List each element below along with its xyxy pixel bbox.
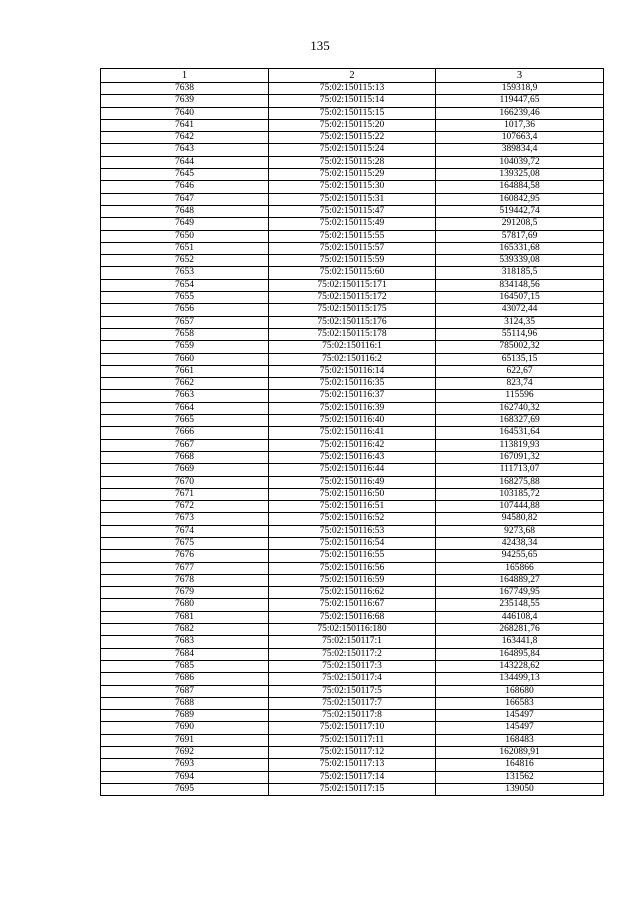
table-row	[101, 771, 604, 783]
table-row	[101, 476, 604, 488]
table-row	[101, 710, 604, 722]
table-row	[101, 427, 604, 439]
row-number-cell: 7671	[101, 488, 269, 500]
value-cell: 65135,15	[436, 353, 604, 365]
row-number-cell: 7664	[101, 402, 269, 414]
cadastral-number-cell: 75:02:150115:49	[269, 218, 436, 230]
value-cell: 168483	[436, 734, 604, 746]
row-number-cell: 7674	[101, 525, 269, 537]
table-row	[101, 415, 604, 427]
value-cell: 834148,56	[436, 279, 604, 291]
cadastral-number-cell: 75:02:150117:15	[269, 783, 436, 795]
cadastral-number-cell: 75:02:150115:13	[269, 83, 436, 95]
value-cell: 111713,07	[436, 464, 604, 476]
table-row	[101, 292, 604, 304]
value-cell: 823,74	[436, 378, 604, 390]
table-body	[101, 83, 604, 796]
value-cell: 268281,76	[436, 624, 604, 636]
value-cell: 134499,13	[436, 673, 604, 685]
table-row	[101, 119, 604, 131]
cadastral-number-cell: 75:02:150115:20	[269, 119, 436, 131]
page-number: 135	[310, 38, 330, 53]
row-number-cell: 7675	[101, 537, 269, 549]
value-cell: 539339,08	[436, 255, 604, 267]
table-row	[101, 402, 604, 414]
row-number-cell: 7640	[101, 107, 269, 119]
column-header-3: 3	[436, 69, 604, 83]
table-row	[101, 525, 604, 537]
value-cell: 43072,44	[436, 304, 604, 316]
cadastral-number-cell: 75:02:150116:35	[269, 378, 436, 390]
value-cell: 103185,72	[436, 488, 604, 500]
cadastral-number-cell: 75:02:150116:49	[269, 476, 436, 488]
table-row	[101, 242, 604, 254]
cadastral-number-cell: 75:02:150115:55	[269, 230, 436, 242]
row-number-cell: 7659	[101, 341, 269, 353]
row-number-cell: 7658	[101, 328, 269, 340]
value-cell: 9273,68	[436, 525, 604, 537]
column-header-1: 1	[101, 69, 269, 83]
row-number-cell: 7652	[101, 255, 269, 267]
table-row	[101, 501, 604, 513]
cadastral-number-cell: 75:02:150116:14	[269, 365, 436, 377]
row-number-cell: 7657	[101, 316, 269, 328]
row-number-cell: 7665	[101, 415, 269, 427]
value-cell: 139050	[436, 783, 604, 795]
cadastral-number-cell: 75:02:150116:43	[269, 451, 436, 463]
value-cell: 160842,95	[436, 193, 604, 205]
table-row	[101, 734, 604, 746]
row-number-cell: 7647	[101, 193, 269, 205]
value-cell: 168327,69	[436, 415, 604, 427]
table-row	[101, 537, 604, 549]
value-cell: 139325,08	[436, 169, 604, 181]
value-cell: 107663,4	[436, 132, 604, 144]
row-number-cell: 7669	[101, 464, 269, 476]
row-number-cell: 7680	[101, 599, 269, 611]
row-number-cell: 7687	[101, 685, 269, 697]
row-number-cell: 7682	[101, 624, 269, 636]
cadastral-number-cell: 75:02:150117:7	[269, 697, 436, 709]
table-row	[101, 574, 604, 586]
row-number-cell: 7650	[101, 230, 269, 242]
value-cell: 519442,74	[436, 205, 604, 217]
table-row	[101, 673, 604, 685]
row-number-cell: 7692	[101, 747, 269, 759]
row-number-cell: 7685	[101, 660, 269, 672]
cadastral-number-cell: 75:02:150115:15	[269, 107, 436, 119]
cadastral-number-cell: 75:02:150117:11	[269, 734, 436, 746]
cadastral-number-cell: 75:02:150115:172	[269, 292, 436, 304]
cadastral-number-cell: 75:02:150116:40	[269, 415, 436, 427]
cadastral-number-cell: 75:02:150115:31	[269, 193, 436, 205]
value-cell: 164884,58	[436, 181, 604, 193]
row-number-cell: 7693	[101, 759, 269, 771]
table-row	[101, 279, 604, 291]
table-row	[101, 648, 604, 660]
value-cell: 235148,55	[436, 599, 604, 611]
row-number-cell: 7666	[101, 427, 269, 439]
row-number-cell: 7670	[101, 476, 269, 488]
table-row	[101, 83, 604, 95]
row-number-cell: 7651	[101, 242, 269, 254]
value-cell: 166583	[436, 697, 604, 709]
cadastral-number-cell: 75:02:150116:56	[269, 562, 436, 574]
row-number-cell: 7684	[101, 648, 269, 660]
row-number-cell: 7673	[101, 513, 269, 525]
cadastral-number-cell: 75:02:150116:54	[269, 537, 436, 549]
row-number-cell: 7695	[101, 783, 269, 795]
row-number-cell: 7686	[101, 673, 269, 685]
row-number-cell: 7638	[101, 83, 269, 95]
value-cell: 113819,93	[436, 439, 604, 451]
table-row	[101, 783, 604, 795]
row-number-cell: 7641	[101, 119, 269, 131]
row-number-cell: 7642	[101, 132, 269, 144]
table-row	[101, 599, 604, 611]
cadastral-number-cell: 75:02:150116:51	[269, 501, 436, 513]
row-number-cell: 7649	[101, 218, 269, 230]
value-cell: 165331,68	[436, 242, 604, 254]
row-number-cell: 7667	[101, 439, 269, 451]
row-number-cell: 7656	[101, 304, 269, 316]
table-row	[101, 365, 604, 377]
data-table	[100, 68, 604, 796]
cadastral-number-cell: 75:02:150116:59	[269, 574, 436, 586]
row-number-cell: 7639	[101, 95, 269, 107]
row-number-cell: 7661	[101, 365, 269, 377]
cadastral-number-cell: 75:02:150115:28	[269, 156, 436, 168]
table-row	[101, 747, 604, 759]
cadastral-number-cell: 75:02:150117:13	[269, 759, 436, 771]
cadastral-number-cell: 75:02:150116:2	[269, 353, 436, 365]
value-cell: 107444,88	[436, 501, 604, 513]
value-cell: 168680	[436, 685, 604, 697]
row-number-cell: 7672	[101, 501, 269, 513]
cadastral-number-cell: 75:02:150116:1	[269, 341, 436, 353]
value-cell: 167749,95	[436, 587, 604, 599]
cadastral-number-cell: 75:02:150116:53	[269, 525, 436, 537]
row-number-cell: 7643	[101, 144, 269, 156]
cadastral-number-cell: 75:02:150115:175	[269, 304, 436, 316]
cadastral-number-cell: 75:02:150116:52	[269, 513, 436, 525]
table-row	[101, 353, 604, 365]
cadastral-number-cell: 75:02:150115:29	[269, 169, 436, 181]
value-cell: 318185,5	[436, 267, 604, 279]
table-row	[101, 132, 604, 144]
table-row	[101, 722, 604, 734]
value-cell: 389834,4	[436, 144, 604, 156]
cadastral-number-cell: 75:02:150116:42	[269, 439, 436, 451]
cadastral-number-cell: 75:02:150117:2	[269, 648, 436, 660]
table-row	[101, 255, 604, 267]
table-row	[101, 95, 604, 107]
row-number-cell: 7688	[101, 697, 269, 709]
table-row	[101, 759, 604, 771]
row-number-cell: 7644	[101, 156, 269, 168]
table-row	[101, 205, 604, 217]
value-cell: 115596	[436, 390, 604, 402]
cadastral-number-cell: 75:02:150115:60	[269, 267, 436, 279]
cadastral-number-cell: 75:02:150116:62	[269, 587, 436, 599]
table-row	[101, 439, 604, 451]
value-cell: 164507,15	[436, 292, 604, 304]
table-row	[101, 685, 604, 697]
cadastral-number-cell: 75:02:150115:59	[269, 255, 436, 267]
cadastral-number-cell: 75:02:150116:68	[269, 611, 436, 623]
value-cell: 785002,32	[436, 341, 604, 353]
cadastral-number-cell: 75:02:150117:10	[269, 722, 436, 734]
cadastral-number-cell: 75:02:150115:176	[269, 316, 436, 328]
row-number-cell: 7679	[101, 587, 269, 599]
cadastral-number-cell: 75:02:150117:1	[269, 636, 436, 648]
cadastral-number-cell: 75:02:150116:67	[269, 599, 436, 611]
row-number-cell: 7683	[101, 636, 269, 648]
row-number-cell: 7654	[101, 279, 269, 291]
value-cell: 163441,8	[436, 636, 604, 648]
cadastral-number-cell: 75:02:150117:3	[269, 660, 436, 672]
table-header	[101, 69, 604, 83]
table-row	[101, 488, 604, 500]
row-number-cell: 7663	[101, 390, 269, 402]
table-row	[101, 267, 604, 279]
cadastral-number-cell: 75:02:150117:8	[269, 710, 436, 722]
column-header-2: 2	[269, 69, 436, 83]
table-row	[101, 550, 604, 562]
cadastral-number-cell: 75:02:150117:14	[269, 771, 436, 783]
value-cell: 55114,96	[436, 328, 604, 340]
cadastral-number-cell: 75:02:150115:24	[269, 144, 436, 156]
cadastral-number-cell: 75:02:150117:12	[269, 747, 436, 759]
table-row	[101, 464, 604, 476]
row-number-cell: 7660	[101, 353, 269, 365]
table-row	[101, 316, 604, 328]
cadastral-number-cell: 75:02:150115:47	[269, 205, 436, 217]
cadastral-number-cell: 75:02:150115:14	[269, 95, 436, 107]
row-number-cell: 7689	[101, 710, 269, 722]
value-cell: 168275,88	[436, 476, 604, 488]
cadastral-number-cell: 75:02:150116:37	[269, 390, 436, 402]
row-number-cell: 7645	[101, 169, 269, 181]
row-number-cell: 7648	[101, 205, 269, 217]
row-number-cell: 7691	[101, 734, 269, 746]
cadastral-number-cell: 75:02:150116:55	[269, 550, 436, 562]
cadastral-number-cell: 75:02:150116:180	[269, 624, 436, 636]
table-row	[101, 378, 604, 390]
value-cell: 94580,82	[436, 513, 604, 525]
cadastral-number-cell: 75:02:150116:41	[269, 427, 436, 439]
value-cell: 162740,32	[436, 402, 604, 414]
value-cell: 57817,69	[436, 230, 604, 242]
cadastral-number-cell: 75:02:150115:171	[269, 279, 436, 291]
table-row	[101, 513, 604, 525]
cadastral-number-cell: 75:02:150116:50	[269, 488, 436, 500]
row-number-cell: 7668	[101, 451, 269, 463]
row-number-cell: 7653	[101, 267, 269, 279]
row-number-cell: 7678	[101, 574, 269, 586]
table-row	[101, 611, 604, 623]
table-row	[101, 341, 604, 353]
value-cell: 145497	[436, 722, 604, 734]
cadastral-number-cell: 75:02:150116:39	[269, 402, 436, 414]
value-cell: 164531,64	[436, 427, 604, 439]
table-row	[101, 169, 604, 181]
row-number-cell: 7655	[101, 292, 269, 304]
row-number-cell: 7681	[101, 611, 269, 623]
value-cell: 165866	[436, 562, 604, 574]
table-row	[101, 624, 604, 636]
cadastral-number-cell: 75:02:150115:57	[269, 242, 436, 254]
value-cell: 164895,84	[436, 648, 604, 660]
row-number-cell: 7694	[101, 771, 269, 783]
table-row	[101, 587, 604, 599]
row-number-cell: 7677	[101, 562, 269, 574]
row-number-cell: 7690	[101, 722, 269, 734]
table-row	[101, 328, 604, 340]
table-row	[101, 562, 604, 574]
value-cell: 291208,5	[436, 218, 604, 230]
table-row	[101, 660, 604, 672]
row-number-cell: 7662	[101, 378, 269, 390]
value-cell: 166239,46	[436, 107, 604, 119]
table-row	[101, 697, 604, 709]
table-row	[101, 193, 604, 205]
cadastral-number-cell: 75:02:150117:5	[269, 685, 436, 697]
table-row	[101, 107, 604, 119]
value-cell: 1017,36	[436, 119, 604, 131]
value-cell: 167091,32	[436, 451, 604, 463]
value-cell: 162089,91	[436, 747, 604, 759]
value-cell: 164816	[436, 759, 604, 771]
value-cell: 143228,62	[436, 660, 604, 672]
value-cell: 159318,9	[436, 83, 604, 95]
cadastral-number-cell: 75:02:150115:178	[269, 328, 436, 340]
row-number-cell: 7676	[101, 550, 269, 562]
value-cell: 446108,4	[436, 611, 604, 623]
row-number-cell: 7646	[101, 181, 269, 193]
table-row	[101, 156, 604, 168]
value-cell: 164889,27	[436, 574, 604, 586]
table-row	[101, 181, 604, 193]
table-row	[101, 636, 604, 648]
value-cell: 119447,65	[436, 95, 604, 107]
table-header-row	[101, 69, 604, 83]
cadastral-number-cell: 75:02:150117:4	[269, 673, 436, 685]
table-row	[101, 304, 604, 316]
value-cell: 622,67	[436, 365, 604, 377]
cadastral-number-cell: 75:02:150116:44	[269, 464, 436, 476]
value-cell: 131562	[436, 771, 604, 783]
table-row	[101, 230, 604, 242]
value-cell: 42438,34	[436, 537, 604, 549]
value-cell: 3124,35	[436, 316, 604, 328]
table-row	[101, 218, 604, 230]
table-row	[101, 144, 604, 156]
cadastral-number-cell: 75:02:150115:22	[269, 132, 436, 144]
table-row	[101, 451, 604, 463]
value-cell: 104039,72	[436, 156, 604, 168]
table-row	[101, 390, 604, 402]
cadastral-number-cell: 75:02:150115:30	[269, 181, 436, 193]
value-cell: 94255,65	[436, 550, 604, 562]
value-cell: 145497	[436, 710, 604, 722]
